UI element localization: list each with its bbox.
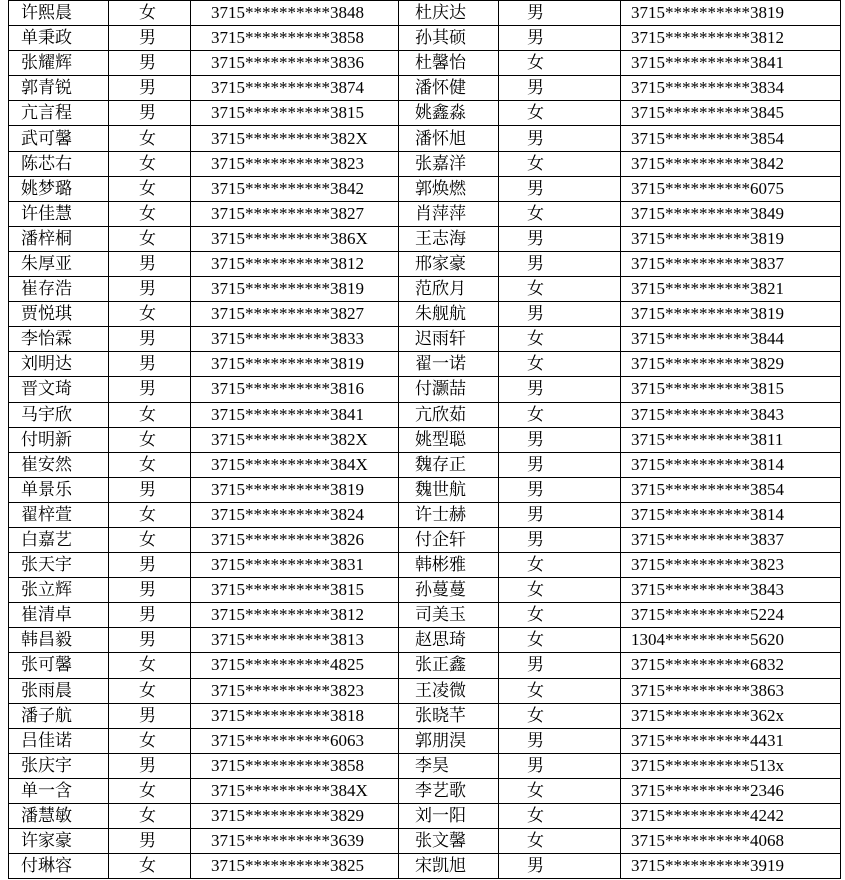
id-number-right: 3715**********3842: [621, 151, 841, 176]
id-number-left: 3715**********4825: [191, 653, 399, 678]
student-name-right: 李艺歌: [399, 778, 499, 803]
student-name-left: 晋文琦: [9, 377, 109, 402]
student-name-right: 姚鑫淼: [399, 101, 499, 126]
gender-left: 女: [109, 854, 191, 879]
student-name-right: 张文馨: [399, 829, 499, 854]
table-row: [9, 603, 841, 628]
gender-right: 女: [499, 829, 621, 854]
table-row: [9, 176, 841, 201]
student-name-left: 崔安然: [9, 452, 109, 477]
gender-right: 女: [499, 804, 621, 829]
gender-left: 男: [109, 277, 191, 302]
table-row: [9, 804, 841, 829]
id-number-left: 3715**********3819: [191, 352, 399, 377]
id-number-left: 3715**********3819: [191, 277, 399, 302]
student-name-left: 吕佳诺: [9, 728, 109, 753]
id-number-left: 3715**********3823: [191, 151, 399, 176]
student-name-right: 翟一诺: [399, 352, 499, 377]
gender-right: 男: [499, 527, 621, 552]
id-number-right: 3715**********3844: [621, 327, 841, 352]
id-number-left: 3715**********3812: [191, 251, 399, 276]
id-number-right: 3715**********4242: [621, 804, 841, 829]
student-name-right: 郭焕燃: [399, 176, 499, 201]
gender-right: 女: [499, 402, 621, 427]
gender-right: 女: [499, 703, 621, 728]
id-number-right: 1304**********5620: [621, 628, 841, 653]
gender-right: 女: [499, 277, 621, 302]
gender-left: 男: [109, 703, 191, 728]
id-number-right: 3715**********513x: [621, 753, 841, 778]
id-number-right: 3715**********3919: [621, 854, 841, 879]
student-name-left: 潘梓桐: [9, 226, 109, 251]
gender-left: 女: [109, 302, 191, 327]
id-number-right: 3715**********3819: [621, 226, 841, 251]
id-number-right: 3715**********3849: [621, 201, 841, 226]
id-number-left: 3715**********3816: [191, 377, 399, 402]
table-row: [9, 101, 841, 126]
gender-left: 女: [109, 502, 191, 527]
table-row: [9, 302, 841, 327]
table-row: [9, 377, 841, 402]
gender-right: 女: [499, 603, 621, 628]
id-number-right: 3715**********3837: [621, 251, 841, 276]
gender-right: 男: [499, 477, 621, 502]
gender-left: 男: [109, 603, 191, 628]
gender-left: 男: [109, 26, 191, 51]
id-number-right: 3715**********3821: [621, 277, 841, 302]
student-name-left: 张立辉: [9, 578, 109, 603]
id-number-left: 3715**********3815: [191, 101, 399, 126]
id-number-left: 3715**********3848: [191, 1, 399, 26]
student-name-right: 张正鑫: [399, 653, 499, 678]
student-name-left: 张天宇: [9, 553, 109, 578]
gender-left: 男: [109, 51, 191, 76]
gender-left: 女: [109, 201, 191, 226]
table-row: [9, 578, 841, 603]
student-name-left: 单景乐: [9, 477, 109, 502]
id-number-right: 3715**********5224: [621, 603, 841, 628]
gender-right: 男: [499, 176, 621, 201]
gender-right: 女: [499, 628, 621, 653]
gender-right: 女: [499, 101, 621, 126]
student-name-right: 魏存正: [399, 452, 499, 477]
id-number-left: 3715**********6063: [191, 728, 399, 753]
id-number-right: 3715**********3841: [621, 51, 841, 76]
student-name-left: 潘慧敏: [9, 804, 109, 829]
gender-left: 女: [109, 778, 191, 803]
gender-left: 男: [109, 553, 191, 578]
gender-left: 男: [109, 101, 191, 126]
student-name-left: 崔清卓: [9, 603, 109, 628]
gender-right: 男: [499, 76, 621, 101]
table-row: [9, 427, 841, 452]
gender-left: 男: [109, 578, 191, 603]
id-number-right: 3715**********3812: [621, 26, 841, 51]
student-name-left: 单秉政: [9, 26, 109, 51]
id-number-right: 3715**********3843: [621, 402, 841, 427]
id-number-right: 3715**********3819: [621, 1, 841, 26]
student-name-left: 潘子航: [9, 703, 109, 728]
student-name-right: 韩彬雅: [399, 553, 499, 578]
id-number-left: 3715**********3874: [191, 76, 399, 101]
gender-right: 女: [499, 553, 621, 578]
gender-left: 男: [109, 76, 191, 101]
gender-left: 女: [109, 728, 191, 753]
student-name-right: 司美玉: [399, 603, 499, 628]
table-row: [9, 678, 841, 703]
id-number-left: 3715**********3825: [191, 854, 399, 879]
student-name-right: 朱舰航: [399, 302, 499, 327]
id-number-left: 3715**********3824: [191, 502, 399, 527]
id-number-left: 3715**********3823: [191, 678, 399, 703]
gender-left: 女: [109, 527, 191, 552]
table-row: [9, 151, 841, 176]
gender-right: 男: [499, 126, 621, 151]
id-number-left: 3715**********384X: [191, 778, 399, 803]
table-row: [9, 502, 841, 527]
student-name-right: 王凌微: [399, 678, 499, 703]
gender-left: 女: [109, 226, 191, 251]
gender-left: 女: [109, 402, 191, 427]
student-name-left: 白嘉艺: [9, 527, 109, 552]
id-number-right: 3715**********3845: [621, 101, 841, 126]
student-name-right: 邢家豪: [399, 251, 499, 276]
id-number-right: 3715**********362x: [621, 703, 841, 728]
id-number-left: 3715**********3842: [191, 176, 399, 201]
student-name-right: 潘怀健: [399, 76, 499, 101]
id-number-right: 3715**********6832: [621, 653, 841, 678]
gender-right: 男: [499, 653, 621, 678]
gender-right: 女: [499, 201, 621, 226]
student-name-left: 张耀辉: [9, 51, 109, 76]
id-number-left: 3715**********382X: [191, 126, 399, 151]
gender-left: 男: [109, 352, 191, 377]
gender-left: 男: [109, 327, 191, 352]
student-name-right: 郭朋淏: [399, 728, 499, 753]
id-number-right: 3715**********3854: [621, 477, 841, 502]
table-row: [9, 703, 841, 728]
gender-left: 男: [109, 251, 191, 276]
gender-right: 女: [499, 352, 621, 377]
table-row: [9, 51, 841, 76]
student-name-left: 崔存浩: [9, 277, 109, 302]
student-name-right: 杜庆达: [399, 1, 499, 26]
id-number-left: 3715**********3815: [191, 578, 399, 603]
id-number-right: 3715**********3814: [621, 502, 841, 527]
id-number-left: 3715**********3836: [191, 51, 399, 76]
gender-right: 男: [499, 427, 621, 452]
student-name-left: 马宇欣: [9, 402, 109, 427]
student-name-right: 潘怀旭: [399, 126, 499, 151]
id-number-left: 3715**********382X: [191, 427, 399, 452]
id-number-right: 3715**********3811: [621, 427, 841, 452]
id-number-right: 3715**********4431: [621, 728, 841, 753]
gender-right: 男: [499, 26, 621, 51]
gender-right: 男: [499, 377, 621, 402]
table-row: [9, 126, 841, 151]
id-number-right: 3715**********3814: [621, 452, 841, 477]
id-number-left: 3715**********3829: [191, 804, 399, 829]
id-number-left: 3715**********3831: [191, 553, 399, 578]
gender-left: 男: [109, 829, 191, 854]
table-row: [9, 352, 841, 377]
student-name-right: 张嘉洋: [399, 151, 499, 176]
student-name-right: 付企轩: [399, 527, 499, 552]
student-name-right: 王志海: [399, 226, 499, 251]
table-row: [9, 854, 841, 879]
student-name-left: 张可馨: [9, 653, 109, 678]
student-name-right: 亢欣茹: [399, 402, 499, 427]
student-name-right: 范欣月: [399, 277, 499, 302]
id-number-right: 3715**********3854: [621, 126, 841, 151]
gender-left: 女: [109, 678, 191, 703]
student-name-right: 张晓芊: [399, 703, 499, 728]
roster-body: [9, 1, 841, 879]
table-row: [9, 251, 841, 276]
id-number-left: 3715**********3827: [191, 201, 399, 226]
student-name-left: 武可馨: [9, 126, 109, 151]
id-number-right: 3715**********4068: [621, 829, 841, 854]
student-name-left: 付琳容: [9, 854, 109, 879]
student-name-left: 韩昌毅: [9, 628, 109, 653]
table-row: [9, 477, 841, 502]
id-number-right: 3715**********3837: [621, 527, 841, 552]
gender-left: 女: [109, 804, 191, 829]
table-row: [9, 1, 841, 26]
table-row: [9, 653, 841, 678]
id-number-left: 3715**********3813: [191, 628, 399, 653]
table-row: [9, 201, 841, 226]
id-number-left: 3715**********3833: [191, 327, 399, 352]
id-number-right: 3715**********3823: [621, 553, 841, 578]
student-name-left: 亢言程: [9, 101, 109, 126]
student-name-right: 姚型聪: [399, 427, 499, 452]
id-number-left: 3715**********386X: [191, 226, 399, 251]
gender-left: 男: [109, 377, 191, 402]
table-row: [9, 76, 841, 101]
student-name-left: 姚梦璐: [9, 176, 109, 201]
student-name-right: 刘一阳: [399, 804, 499, 829]
table-row: [9, 226, 841, 251]
id-number-left: 3715**********3827: [191, 302, 399, 327]
roster-table: [8, 0, 841, 879]
gender-right: 男: [499, 1, 621, 26]
id-number-left: 3715**********3826: [191, 527, 399, 552]
student-name-right: 宋凯旭: [399, 854, 499, 879]
gender-right: 男: [499, 251, 621, 276]
id-number-right: 3715**********3829: [621, 352, 841, 377]
gender-left: 女: [109, 176, 191, 201]
gender-left: 女: [109, 151, 191, 176]
student-name-left: 贾悦琪: [9, 302, 109, 327]
student-name-left: 朱厚亚: [9, 251, 109, 276]
gender-right: 男: [499, 854, 621, 879]
id-number-left: 3715**********3818: [191, 703, 399, 728]
student-name-right: 许士赫: [399, 502, 499, 527]
gender-right: 男: [499, 452, 621, 477]
table-row: [9, 26, 841, 51]
id-number-right: 3715**********3819: [621, 302, 841, 327]
student-name-left: 陈芯右: [9, 151, 109, 176]
gender-left: 女: [109, 126, 191, 151]
table-row: [9, 327, 841, 352]
id-number-left: 3715**********3812: [191, 603, 399, 628]
student-name-left: 张雨晨: [9, 678, 109, 703]
gender-left: 男: [109, 753, 191, 778]
gender-right: 男: [499, 728, 621, 753]
id-number-left: 3715**********3858: [191, 26, 399, 51]
student-name-right: 魏世航: [399, 477, 499, 502]
gender-right: 男: [499, 502, 621, 527]
gender-right: 男: [499, 753, 621, 778]
id-number-right: 3715**********3834: [621, 76, 841, 101]
table-row: [9, 829, 841, 854]
table-row: [9, 628, 841, 653]
id-number-right: 3715**********3863: [621, 678, 841, 703]
gender-right: 男: [499, 302, 621, 327]
id-number-left: 3715**********3841: [191, 402, 399, 427]
id-number-right: 3715**********3815: [621, 377, 841, 402]
student-name-right: 肖萍萍: [399, 201, 499, 226]
student-name-left: 郭青锐: [9, 76, 109, 101]
id-number-right: 3715**********3843: [621, 578, 841, 603]
gender-right: 女: [499, 578, 621, 603]
student-name-left: 付明新: [9, 427, 109, 452]
id-number-left: 3715**********3858: [191, 753, 399, 778]
student-name-right: 孙蔓蔓: [399, 578, 499, 603]
gender-left: 女: [109, 653, 191, 678]
student-name-left: 刘明达: [9, 352, 109, 377]
student-name-right: 杜馨怡: [399, 51, 499, 76]
table-row: [9, 553, 841, 578]
gender-left: 男: [109, 477, 191, 502]
id-number-right: 3715**********6075: [621, 176, 841, 201]
gender-right: 女: [499, 678, 621, 703]
id-number-right: 3715**********2346: [621, 778, 841, 803]
student-name-left: 许佳慧: [9, 201, 109, 226]
table-row: [9, 277, 841, 302]
student-name-left: 李怡霖: [9, 327, 109, 352]
gender-left: 女: [109, 427, 191, 452]
student-name-right: 迟雨轩: [399, 327, 499, 352]
student-name-left: 单一含: [9, 778, 109, 803]
table-row: [9, 778, 841, 803]
table-row: [9, 753, 841, 778]
gender-right: 男: [499, 226, 621, 251]
gender-right: 女: [499, 778, 621, 803]
student-name-right: 付灏喆: [399, 377, 499, 402]
gender-right: 女: [499, 327, 621, 352]
gender-left: 男: [109, 628, 191, 653]
id-number-left: 3715**********3819: [191, 477, 399, 502]
student-name-right: 孙其硕: [399, 26, 499, 51]
student-name-left: 许家豪: [9, 829, 109, 854]
id-number-left: 3715**********3639: [191, 829, 399, 854]
table-row: [9, 527, 841, 552]
table-row: [9, 402, 841, 427]
student-name-right: 赵思琦: [399, 628, 499, 653]
gender-right: 女: [499, 151, 621, 176]
student-name-left: 翟梓萱: [9, 502, 109, 527]
student-name-left: 张庆宇: [9, 753, 109, 778]
student-name-right: 李昊: [399, 753, 499, 778]
gender-left: 女: [109, 1, 191, 26]
student-name-left: 许熙晨: [9, 1, 109, 26]
table-row: [9, 728, 841, 753]
gender-right: 女: [499, 51, 621, 76]
id-number-left: 3715**********384X: [191, 452, 399, 477]
gender-left: 女: [109, 452, 191, 477]
table-row: [9, 452, 841, 477]
